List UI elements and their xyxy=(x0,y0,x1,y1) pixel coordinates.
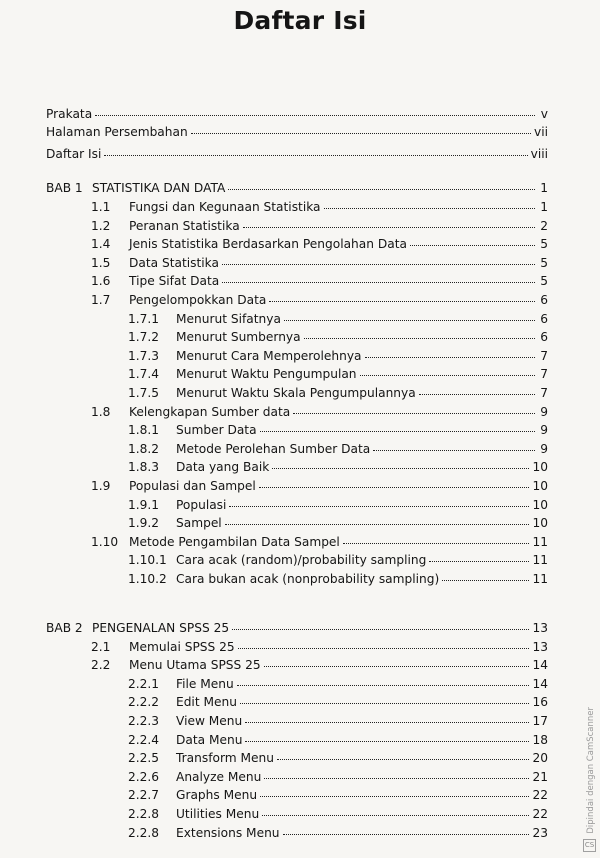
toc-page-number: 9 xyxy=(540,441,548,456)
dot-leader xyxy=(419,393,535,395)
dot-leader xyxy=(429,560,529,562)
dot-leader xyxy=(237,684,530,686)
toc-row[interactable] xyxy=(91,236,548,252)
toc-page-number: 6 xyxy=(540,311,548,326)
toc-row[interactable] xyxy=(128,571,548,587)
dot-leader xyxy=(304,337,535,339)
toc-row[interactable] xyxy=(128,750,548,766)
toc-number: 1.9 xyxy=(91,479,111,493)
toc-row[interactable] xyxy=(91,292,548,308)
dot-leader xyxy=(245,740,529,742)
toc-number: 2.2.5 xyxy=(128,751,160,766)
toc-number: 2.2 xyxy=(91,658,111,673)
toc-number: 2.2.1 xyxy=(128,676,160,691)
toc-row[interactable] xyxy=(128,713,548,729)
toc-page-number: 7 xyxy=(540,386,548,400)
toc-row[interactable] xyxy=(128,552,548,568)
toc-number: 1.6 xyxy=(91,274,111,289)
toc-label: Metode Pengambilan Data Sampel xyxy=(129,534,340,549)
toc-label: Edit Menu xyxy=(176,695,237,710)
toc-number: BAB 2 xyxy=(46,620,83,635)
toc-label: Halaman Persembahan xyxy=(46,125,188,139)
toc-page-number: 10 xyxy=(532,479,548,493)
toc-label: Menurut Cara Memperolehnya xyxy=(176,348,362,363)
toc-page-number: 5 xyxy=(540,255,548,270)
toc-page-number: 11 xyxy=(532,553,548,568)
toc-row[interactable] xyxy=(128,825,548,841)
toc-label: Utilities Menu xyxy=(176,807,260,821)
toc-label: Cara acak (random)/probability sampling xyxy=(176,553,427,568)
toc-page-number: 20 xyxy=(532,751,548,766)
toc-label: Menu Utama SPSS 25 xyxy=(129,658,261,673)
toc-page-number: 14 xyxy=(532,658,548,673)
toc-page-number: 10 xyxy=(532,516,548,531)
toc-page-number: 13 xyxy=(532,620,548,635)
toc-label: Sampel xyxy=(176,516,222,531)
toc-number: 1.9.1 xyxy=(128,497,160,512)
toc-number: BAB 1 xyxy=(46,181,83,195)
toc-chapter-row[interactable] xyxy=(46,620,548,636)
toc-number: 1.8 xyxy=(91,404,111,419)
toc-page-number: 2 xyxy=(540,218,548,233)
toc-row[interactable] xyxy=(128,329,548,345)
dot-leader xyxy=(260,430,535,432)
dot-leader xyxy=(360,374,535,376)
dot-leader xyxy=(259,486,530,488)
dot-leader xyxy=(343,542,530,544)
toc-label: Data yang Baik xyxy=(176,460,270,475)
dot-leader xyxy=(264,777,529,779)
toc-page-number: 13 xyxy=(532,639,548,654)
toc-number: 1.7.2 xyxy=(128,330,160,345)
toc-label: Populasi dan Sampel xyxy=(129,479,256,493)
dot-leader xyxy=(225,523,530,525)
toc-page-number: 6 xyxy=(540,293,548,307)
toc-row[interactable] xyxy=(128,732,548,748)
dot-leader xyxy=(264,665,530,667)
dot-leader xyxy=(272,467,529,469)
toc-row[interactable] xyxy=(128,694,548,710)
toc-page-number: 18 xyxy=(532,732,548,747)
toc-page-number: 22 xyxy=(532,807,548,821)
toc-row[interactable] xyxy=(91,639,548,655)
toc-number: 2.2.2 xyxy=(128,695,160,710)
page-title: Daftar Isi xyxy=(233,6,367,35)
toc-row[interactable] xyxy=(46,106,548,122)
toc-page-number: 9 xyxy=(540,423,548,438)
toc-label: Analyze Menu xyxy=(176,769,262,784)
dot-leader xyxy=(238,647,530,649)
toc-label: Graphs Menu xyxy=(176,788,258,803)
dot-leader xyxy=(191,132,531,134)
toc-number: 1.8.3 xyxy=(128,460,160,475)
toc-number: 1.10.2 xyxy=(128,572,167,586)
toc-row[interactable] xyxy=(128,348,548,364)
toc-row[interactable] xyxy=(91,404,548,420)
dot-leader xyxy=(324,207,535,209)
dot-leader xyxy=(240,702,530,704)
toc-page-number: 5 xyxy=(540,274,548,289)
toc-label: Data Statistika xyxy=(129,255,219,270)
toc-row[interactable] xyxy=(128,459,548,475)
toc-page-number: viii xyxy=(530,147,548,161)
toc-page-number: 17 xyxy=(532,714,548,728)
toc-number: 1.10 xyxy=(91,534,119,549)
toc-label: Cara bukan acak (nonprobability sampling) xyxy=(176,572,440,586)
toc-row[interactable] xyxy=(128,366,548,382)
toc-page-number: v xyxy=(540,107,548,121)
dot-leader xyxy=(232,628,529,630)
dot-leader xyxy=(262,814,529,816)
toc-number: 1.2 xyxy=(91,218,111,233)
toc-page-number: 11 xyxy=(532,572,548,586)
toc-page-number: vii xyxy=(534,125,548,139)
toc-page-number: 21 xyxy=(532,769,548,784)
toc-number: 1.7.1 xyxy=(128,311,160,326)
toc-label: Metode Perolehan Sumber Data xyxy=(176,441,371,456)
toc-number: 1.7.5 xyxy=(128,386,160,400)
toc-row[interactable] xyxy=(128,515,548,531)
toc-label: Jenis Statistika Berdasarkan Pengolahan Data xyxy=(129,237,407,252)
dot-leader xyxy=(243,226,535,228)
scanner-watermark: Dipindai dengan CamScanner xyxy=(586,707,596,834)
dot-leader xyxy=(283,833,530,835)
dot-leader xyxy=(269,300,535,302)
toc-number: 1.10.1 xyxy=(128,553,167,568)
toc-page-number: 14 xyxy=(532,676,548,691)
toc-page-number: 5 xyxy=(540,237,548,252)
toc-label: Menurut Waktu Skala Pengumpulannya xyxy=(176,386,416,400)
toc-row[interactable] xyxy=(91,478,548,494)
toc-label: Extensions Menu xyxy=(176,825,280,840)
toc-label: Prakata xyxy=(46,107,93,121)
toc-row[interactable] xyxy=(91,255,548,271)
toc-page-number: 6 xyxy=(540,330,548,345)
toc-row[interactable] xyxy=(128,497,548,513)
toc-row[interactable] xyxy=(91,657,548,673)
dot-leader xyxy=(222,263,535,265)
toc-row[interactable] xyxy=(128,441,548,457)
dot-leader xyxy=(442,579,529,581)
toc-label: Menurut Waktu Pengumpulan xyxy=(176,367,357,382)
toc-page-number: 22 xyxy=(532,788,548,803)
toc-label: File Menu xyxy=(176,676,234,691)
dot-leader xyxy=(373,449,535,451)
toc-label: Tipe Sifat Data xyxy=(129,274,220,289)
toc-number: 2.2.8 xyxy=(128,825,160,840)
toc-number: 2.2.8 xyxy=(128,807,160,821)
toc-label: Memulai SPSS 25 xyxy=(129,639,235,654)
toc-number: 1.4 xyxy=(91,237,111,252)
toc-chapter-row[interactable] xyxy=(46,180,548,196)
dot-leader xyxy=(284,319,535,321)
dot-leader xyxy=(228,188,535,190)
toc-row[interactable] xyxy=(91,534,548,550)
toc-number: 1.7.3 xyxy=(128,348,160,363)
toc-page-number: 10 xyxy=(532,497,548,512)
toc-number: 1.8.1 xyxy=(128,423,160,438)
toc-number: 1.5 xyxy=(91,255,111,270)
dot-leader xyxy=(245,721,529,723)
toc-row[interactable] xyxy=(128,769,548,785)
toc-row[interactable] xyxy=(91,199,548,215)
toc-page-number: 9 xyxy=(540,404,548,419)
toc-number: 1.9.2 xyxy=(128,516,160,531)
toc-number: 2.2.3 xyxy=(128,714,160,728)
toc-page-number: 11 xyxy=(532,534,548,549)
dot-leader xyxy=(95,114,535,116)
toc-page-number: 1 xyxy=(540,200,548,214)
dot-leader xyxy=(229,505,529,507)
toc-row[interactable] xyxy=(128,676,548,692)
toc-page-number: 1 xyxy=(540,181,548,195)
toc-label: Transform Menu xyxy=(176,751,274,766)
dot-leader xyxy=(277,758,530,760)
toc-page-number: 10 xyxy=(532,460,548,475)
toc-label: Data Menu xyxy=(176,732,243,747)
toc-label: STATISTIKA DAN DATA xyxy=(92,181,226,195)
toc-row[interactable] xyxy=(128,385,548,401)
toc-label: PENGENALAN SPSS 25 xyxy=(92,620,230,635)
toc-label: Fungsi dan Kegunaan Statistika xyxy=(129,200,321,214)
toc-label: Peranan Statistika xyxy=(129,218,240,233)
toc-row[interactable] xyxy=(128,311,548,327)
toc-number: 1.8.2 xyxy=(128,441,160,456)
toc-label: Sumber Data xyxy=(176,423,257,438)
toc-label: Menurut Sifatnya xyxy=(176,311,281,326)
toc-label: Daftar Isi xyxy=(46,147,102,161)
scanner-logo-icon: CS xyxy=(583,839,596,852)
toc-row[interactable] xyxy=(128,787,548,803)
toc-row[interactable] xyxy=(128,806,548,822)
toc-page-number: 7 xyxy=(540,367,548,382)
toc-row[interactable] xyxy=(46,124,548,140)
toc-label: View Menu xyxy=(176,714,243,728)
toc-row[interactable] xyxy=(91,218,548,234)
toc-number: 1.1 xyxy=(91,200,111,214)
toc-number: 1.7.4 xyxy=(128,367,160,382)
toc-number: 2.2.7 xyxy=(128,788,160,803)
toc-label: Populasi xyxy=(176,497,227,512)
dot-leader xyxy=(293,412,535,414)
toc-row[interactable] xyxy=(46,146,548,162)
toc-label: Kelengkapan Sumber data xyxy=(129,404,291,419)
toc-label: Pengelompokkan Data xyxy=(129,293,267,307)
toc-number: 2.1 xyxy=(91,639,111,654)
dot-leader xyxy=(260,795,529,797)
toc-page-number: 7 xyxy=(540,348,548,363)
toc-row[interactable] xyxy=(91,273,548,289)
toc-page-number: 16 xyxy=(532,695,548,710)
toc-page-number: 23 xyxy=(532,825,548,840)
dot-leader xyxy=(104,154,527,156)
toc-number: 1.7 xyxy=(91,293,111,307)
dot-leader xyxy=(365,356,535,358)
toc-row[interactable] xyxy=(128,422,548,438)
dot-leader xyxy=(222,281,535,283)
toc-number: 2.2.4 xyxy=(128,732,160,747)
toc-label: Menurut Sumbernya xyxy=(176,330,301,345)
toc-number: 2.2.6 xyxy=(128,769,160,784)
dot-leader xyxy=(410,244,535,246)
